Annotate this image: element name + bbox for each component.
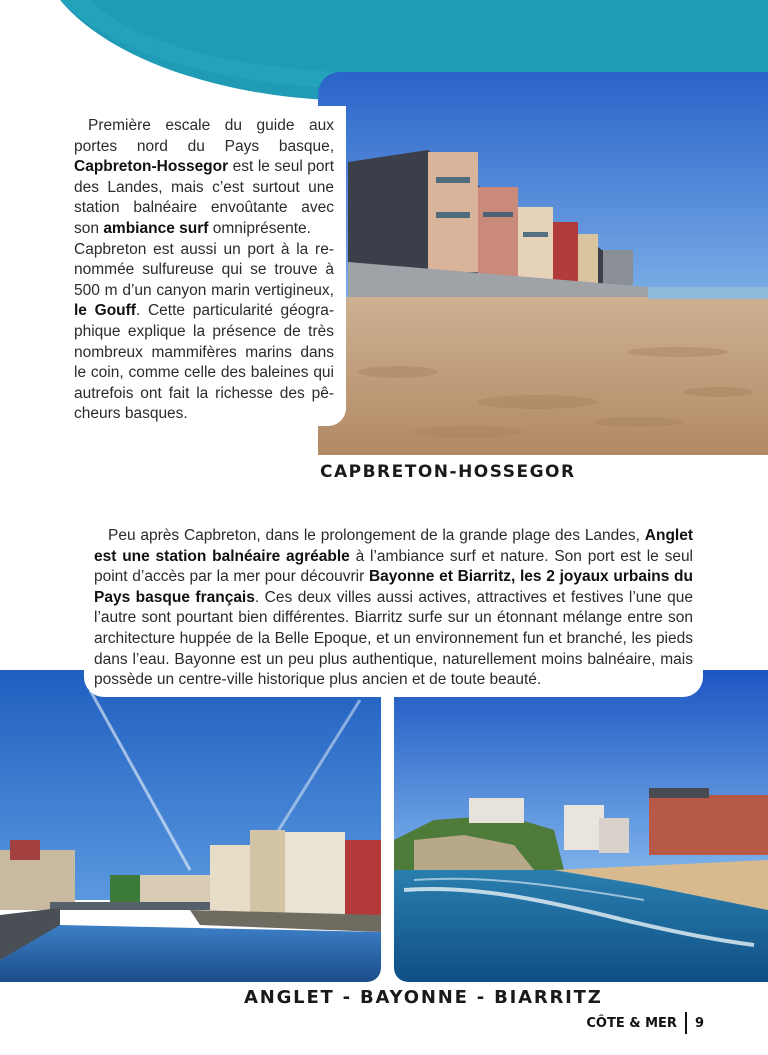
capbreton-beach-photo [318,72,768,455]
capbreton-p2-run-2: . Cette particularité géographique explique la présence de très nombreux mammifères marins dans le coin, comme celle des baleines qui autrefois ont fait la richesse des pêcheurs basques. [74,302,334,423]
page-footer [586,1012,704,1034]
capbreton-p1-run-3-bold: ambiance surf [103,219,209,237]
capbreton-p1-run-4: omniprésente. [208,219,311,237]
capbreton-paragraph-1 [74,116,334,240]
anglet-p-run-0: Peu après Capbreton, dans le prolongement de la grande plage des Landes, [108,527,645,544]
capbreton-p2-run-1-bold: le Gouff [74,302,136,320]
anglet-p-run-3-bold: Bayonne et Biarritz, les 2 joyaux urbains du Pays basque français [94,568,693,606]
anglet-paragraph [94,526,693,691]
capbreton-paragraph-2 [74,240,334,425]
anglet-p-run-1-bold: Anglet est une station balnéaire agréable [94,527,693,565]
capbreton-p1-run-1-bold: Capbreton-Hossegor [74,158,229,176]
bayonne-river-photo [0,670,381,982]
anglet-p-run-4: . Ces deux villes aussi actives, attractives et festives l’une que l’autre sont pourtant bien différentes. Biarritz surfe sur un étonnant mélange entre son architecture huppée de la Belle Epoque, et un environnement fun et branché, les pieds dans l’eau. Bayonne est un peu plus authentique, naturellement moins balnéaire, mais possède un centre-ville historique plus ancien et de toute beauté. [94,588,694,689]
page-number: 9 [694,1015,704,1031]
anglet-bayonne-biarritz-caption: ANGLET - BAYONNE - BIARRITZ [244,987,603,1008]
capbreton-p1-run-0: Première escale du guide aux portes nord du Pays basque, [74,117,334,155]
anglet-p-run-2: à l’ambiance surf et nature. Son port est le seul point d’accès par la mer pour découvrir [94,547,694,586]
anglet-text-box [84,514,703,697]
capbreton-caption: CAPBRETON-HOSSEGOR [320,462,576,482]
capbreton-p1-run-2: est le seul port des Landes, mais c’est surtout une station balnéaire envoûtante avec son [74,158,334,237]
publication-name: CÔTE & MER [586,1015,677,1031]
capbreton-p2-run-0: Capbreton est aussi un port à la renommée sulfureuse qui se trouve à 500 m d’un canyon marin vertigineux, [74,240,334,299]
footer-separator [685,1012,687,1034]
capbreton-text-box [62,106,346,426]
biarritz-beach-photo [394,670,768,982]
